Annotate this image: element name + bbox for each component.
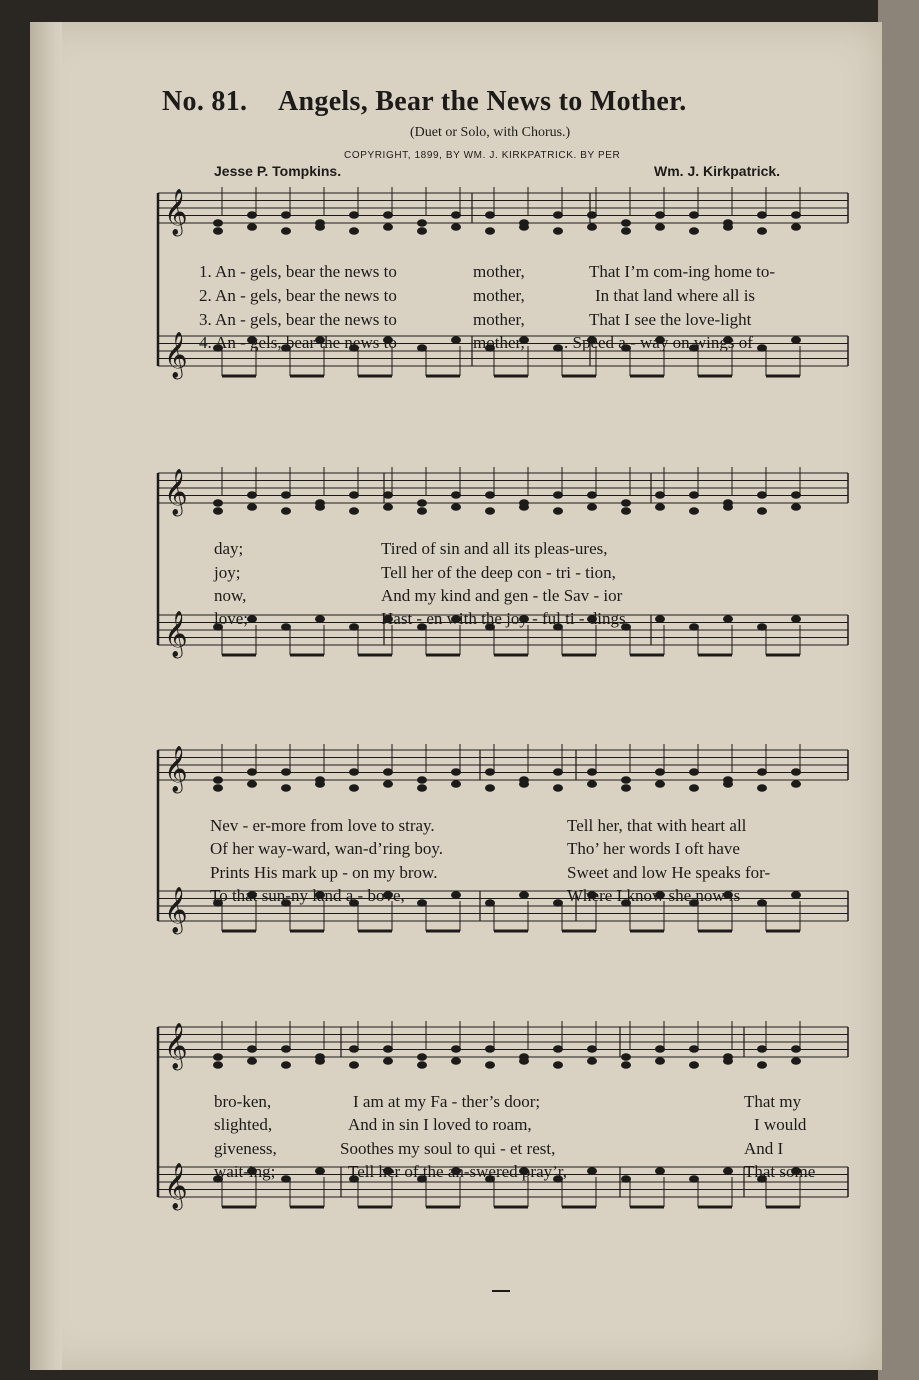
lyric-line: mother, <box>473 310 525 329</box>
note-head <box>519 503 529 511</box>
lyric-line: Tell her of the deep con - tri - tion, <box>381 563 616 582</box>
note-head <box>383 780 393 788</box>
note-head <box>519 891 529 899</box>
note-head <box>349 1061 359 1069</box>
note-head <box>485 1061 495 1069</box>
note-head <box>451 503 461 511</box>
note-head <box>723 1057 733 1065</box>
treble-clef-icon: 𝄞 <box>164 1023 188 1069</box>
note-head <box>757 1061 767 1069</box>
note-head <box>281 227 291 235</box>
note-head <box>383 223 393 231</box>
lyric-line: To that sun-ny land a - bove, <box>210 886 405 905</box>
lyric-line: Of her way-ward, wan-d’ring boy. <box>210 839 444 858</box>
lyric-line: 2. An - gels, bear the news to <box>199 286 397 305</box>
note-head <box>621 227 631 235</box>
lyric-line: I am at my Fa - ther’s door; <box>353 1092 541 1111</box>
treble-clef-icon: 𝄞 <box>164 887 188 933</box>
note-head <box>689 507 699 515</box>
note-head <box>451 1057 461 1065</box>
lyric-line: now, <box>214 586 247 605</box>
note-head <box>689 227 699 235</box>
note-head <box>723 615 733 623</box>
copyright-notice: COPYRIGHT, 1899, BY WM. J. KIRKPATRICK. BY PER <box>344 150 621 161</box>
note-head <box>553 227 563 235</box>
lyric-line: Tell her of the an-swered pray’r, <box>348 1162 568 1181</box>
lyric-line: Sweet and low He speaks for- <box>567 863 771 882</box>
note-head <box>723 1167 733 1175</box>
note-head <box>213 507 223 515</box>
treble-clef-icon: 𝄞 <box>164 332 188 378</box>
note-head <box>791 780 801 788</box>
note-head <box>213 227 223 235</box>
note-head <box>587 780 597 788</box>
note-head <box>451 223 461 231</box>
note-head <box>757 784 767 792</box>
note-head <box>655 223 665 231</box>
note-head <box>791 891 801 899</box>
lyric-line: And my kind and gen - tle Sav - ior <box>381 586 623 605</box>
lyric-line: Tho’ her words I oft have <box>567 839 740 858</box>
note-head <box>757 507 767 515</box>
lyric-line: And in sin I loved to roam, <box>348 1115 532 1134</box>
note-head <box>451 336 461 344</box>
lyric-line: joy; <box>214 563 241 582</box>
note-head <box>213 1061 223 1069</box>
note-head <box>451 780 461 788</box>
hymn-number: No. 81. <box>162 86 248 117</box>
note-head <box>553 1061 563 1069</box>
lyric-line: That some <box>744 1162 816 1181</box>
note-head <box>723 780 733 788</box>
note-head <box>247 503 257 511</box>
lyric-line: That I’m com-ing home to- <box>589 262 776 281</box>
note-head <box>417 507 427 515</box>
treble-clef-icon: 𝄞 <box>164 469 188 515</box>
note-head <box>383 503 393 511</box>
page-footer-mark <box>492 1290 510 1292</box>
lyric-line: love; <box>214 609 248 628</box>
note-head <box>621 784 631 792</box>
note-head <box>315 223 325 231</box>
lyric-line: Hast - en with the joy - ful ti - dings <box>381 609 626 628</box>
lyric-line: . Speed a - way on wings of <box>564 333 753 352</box>
note-head <box>315 780 325 788</box>
note-head <box>349 507 359 515</box>
note-head <box>417 219 427 227</box>
lyric-line: mother, <box>473 286 525 305</box>
note-head <box>621 507 631 515</box>
lyric-line: mother, <box>473 262 525 281</box>
lyricist-credit: Jesse P. Tompkins. <box>214 163 342 179</box>
note-head <box>553 784 563 792</box>
lyric-line: That my <box>744 1092 802 1111</box>
lyric-line: I would <box>754 1115 807 1134</box>
note-head <box>621 219 631 227</box>
note-head <box>587 223 597 231</box>
note-head <box>349 784 359 792</box>
note-head <box>315 615 325 623</box>
note-head <box>553 507 563 515</box>
note-head <box>485 507 495 515</box>
note-head <box>655 615 665 623</box>
lyric-line: And I <box>744 1139 784 1158</box>
note-head <box>281 1061 291 1069</box>
note-head <box>655 1057 665 1065</box>
note-head <box>519 223 529 231</box>
note-head <box>689 784 699 792</box>
note-head <box>247 780 257 788</box>
lyric-line: That I see the love-light <box>589 310 752 329</box>
note-head <box>417 784 427 792</box>
lyric-line: bro-ken, <box>214 1092 272 1111</box>
note-head <box>417 776 427 784</box>
note-head <box>213 219 223 227</box>
note-head <box>587 1167 597 1175</box>
hymn-subtitle: (Duet or Solo, with Chorus.) <box>410 125 571 140</box>
note-head <box>689 1061 699 1069</box>
note-head <box>451 891 461 899</box>
note-head <box>213 784 223 792</box>
note-head <box>315 503 325 511</box>
treble-clef-icon: 𝄞 <box>164 189 188 235</box>
note-head <box>723 503 733 511</box>
note-head <box>587 503 597 511</box>
note-head <box>621 1061 631 1069</box>
note-head <box>485 227 495 235</box>
note-head <box>417 1061 427 1069</box>
hymn-title: Angels, Bear the News to Mother. <box>278 86 687 117</box>
note-head <box>213 1053 223 1061</box>
note-head <box>349 227 359 235</box>
note-head <box>519 1057 529 1065</box>
note-head <box>519 780 529 788</box>
lyric-line: Soothes my soul to qui - et rest, <box>340 1139 556 1158</box>
lyric-line: wait-ing; <box>214 1162 276 1181</box>
note-head <box>655 1167 665 1175</box>
note-head <box>213 776 223 784</box>
note-head <box>281 784 291 792</box>
lyric-line: 1. An - gels, bear the news to <box>199 262 397 281</box>
note-head <box>757 227 767 235</box>
lyric-line: Nev - er-more from love to stray. <box>210 816 435 835</box>
note-head <box>587 1057 597 1065</box>
note-head <box>791 336 801 344</box>
note-head <box>621 776 631 784</box>
note-head <box>315 1057 325 1065</box>
note-head <box>723 223 733 231</box>
note-head <box>791 503 801 511</box>
note-head <box>791 223 801 231</box>
note-head <box>417 499 427 507</box>
note-head <box>791 615 801 623</box>
lyric-line: giveness, <box>214 1139 277 1158</box>
note-head <box>655 780 665 788</box>
lyric-line: In that land where all is <box>595 286 756 305</box>
treble-clef-icon: 𝄞 <box>164 611 188 657</box>
note-head <box>655 503 665 511</box>
lyric-line: mother, <box>473 333 525 352</box>
note-head <box>791 1057 801 1065</box>
note-head <box>247 615 257 623</box>
note-head <box>281 507 291 515</box>
lyric-line: slighted, <box>214 1115 273 1134</box>
lyric-line: Where I know she now is <box>567 886 741 905</box>
note-head <box>213 499 223 507</box>
composer-credit: Wm. J. Kirkpatrick. <box>654 163 781 179</box>
note-head <box>247 1057 257 1065</box>
note-head <box>383 1057 393 1065</box>
lyric-line: 4. An - gels, bear the news to <box>199 333 397 352</box>
lyric-line: Tired of sin and all its pleas-ures, <box>381 539 608 558</box>
note-head <box>315 1167 325 1175</box>
lyric-line: 3. An - gels, bear the news to <box>199 310 397 329</box>
treble-clef-icon: 𝄞 <box>164 1163 188 1209</box>
note-head <box>417 1053 427 1061</box>
treble-clef-icon: 𝄞 <box>164 746 188 792</box>
note-head <box>247 223 257 231</box>
lyric-line: Prints His mark up - on my brow. <box>210 863 438 882</box>
lyric-line: Tell her, that with heart all <box>567 816 747 835</box>
note-head <box>485 784 495 792</box>
note-head <box>621 1053 631 1061</box>
note-head <box>621 499 631 507</box>
note-head <box>417 227 427 235</box>
lyric-line: day; <box>214 539 244 558</box>
